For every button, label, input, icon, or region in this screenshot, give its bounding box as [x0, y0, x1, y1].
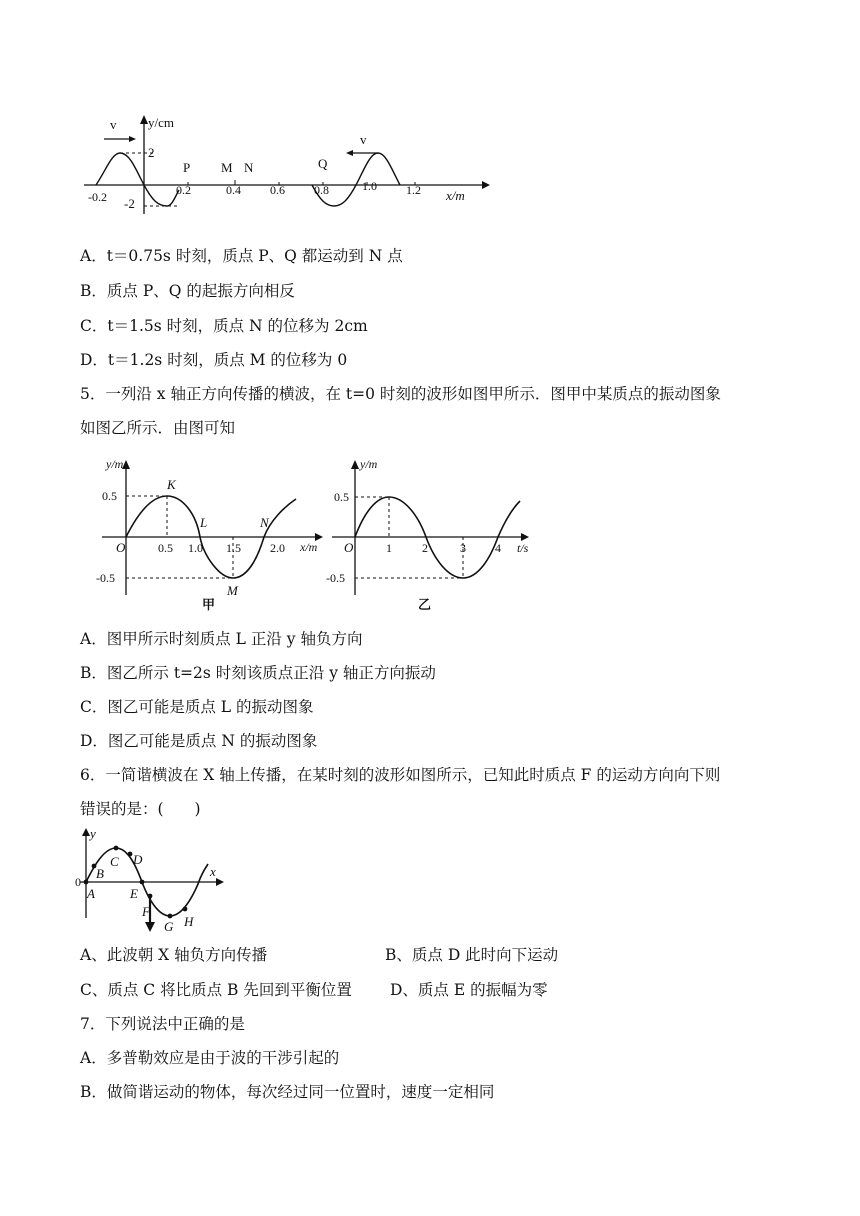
point-label-k: K: [167, 477, 176, 492]
point-label-g: G: [164, 919, 174, 934]
q6-option-d: D、质点 E 的振幅为零: [390, 981, 548, 999]
tick-label: 2.0: [270, 541, 285, 555]
q4-option-d: D．t＝1.2s 时刻，质点 M 的位移为 0: [80, 351, 348, 369]
y-axis-arrow-icon: [82, 828, 90, 836]
q4-option-b: B．质点 P、Q 的起振方向相反: [80, 282, 295, 300]
q6-option-c: C、质点 C 将比质点 B 先回到平衡位置: [80, 981, 352, 999]
figure-caption-yi: 乙: [418, 597, 432, 612]
origin-label: 0: [75, 875, 81, 889]
point-label-h: H: [184, 914, 194, 929]
arrow-down-icon: [145, 922, 155, 932]
wave-figure-3: [72, 826, 232, 934]
x-axis-arrow-icon: [216, 878, 224, 886]
point-a-dot: [84, 880, 89, 885]
point-label-p: P: [183, 160, 191, 175]
tick-label: 3: [460, 541, 466, 555]
point-label-n: N: [244, 160, 254, 175]
tick-label: 0.5: [158, 541, 173, 555]
point-label-m: M: [221, 160, 233, 175]
tick-label: -0.2: [88, 190, 107, 204]
x-axis-arrow-icon: [482, 181, 490, 189]
point-label-q: Q: [318, 156, 328, 171]
q5-option-b: B．图乙所示 t=2s 时刻该质点正沿 y 轴正方向振动: [80, 664, 436, 682]
point-label-e: E: [130, 886, 138, 901]
tick-label: 0.2: [176, 183, 191, 197]
q7-stem: 7．下列说法中正确的是: [80, 1015, 245, 1033]
tick-label: 4: [495, 541, 501, 555]
tick-label: 1.5: [226, 541, 241, 555]
q7-option-b: B．做简谐运动的物体，每次经过同一位置时，速度一定相同: [80, 1083, 495, 1101]
y-axis-arrow-icon: [140, 115, 148, 124]
tick-label: 2: [422, 541, 428, 555]
point-label-c: C: [110, 854, 119, 869]
x-axis-label: t/s: [517, 541, 529, 555]
tick-label: 1: [386, 541, 392, 555]
wave-figure-jia: [92, 455, 328, 613]
q6-option-a: A、此波朝 X 轴负方向传播: [80, 946, 268, 964]
point-h-dot: [183, 907, 188, 912]
q5-option-d: D．图乙可能是质点 N 的振动图象: [80, 732, 318, 750]
point-label-a: A: [87, 886, 95, 901]
tick-label: 0.8: [314, 183, 329, 197]
arrow-left-icon: [346, 150, 353, 156]
y-axis-label: y/m: [360, 457, 378, 471]
amp-bottom-label: -2: [124, 196, 135, 211]
x-axis-label: x/m: [300, 540, 318, 554]
x-axis-label: x: [210, 864, 216, 879]
point-g-dot: [168, 914, 173, 919]
amp-bottom-label: -0.5: [96, 571, 115, 585]
point-label-b: B: [96, 866, 104, 881]
tick-label: 1.2: [406, 183, 421, 197]
q7-option-a: A．多普勒效应是由于波的干涉引起的: [80, 1049, 340, 1067]
tick-label: 0.6: [270, 183, 285, 197]
point-label-f: F: [142, 904, 150, 919]
point-c-dot: [114, 846, 119, 851]
tick-label: 1.0: [362, 179, 377, 193]
left-wave-curve: [96, 153, 179, 206]
wave-figure-1: [82, 112, 492, 220]
velocity-label-left: v: [110, 117, 117, 132]
figure-caption-jia: 甲: [202, 597, 216, 612]
q5-option-a: A．图甲所示时刻质点 L 正沿 y 轴负方向: [80, 630, 363, 648]
q6-stem-line2: 错误的是：( ): [80, 800, 201, 818]
q5-option-c: C．图乙可能是质点 L 的振动图象: [80, 698, 314, 716]
origin-label: O: [344, 540, 354, 555]
vibration-figure-yi: [322, 455, 544, 613]
y-axis-label: y/cm: [148, 115, 174, 130]
q4-option-c: C．t＝1.5s 时刻，质点 N 的位移为 2cm: [80, 317, 368, 335]
tick-label: 0.4: [226, 183, 241, 197]
q4-option-a: A．t＝0.75s 时刻，质点 P、Q 都运动到 N 点: [80, 247, 403, 265]
y-axis-arrow-icon: [351, 460, 359, 469]
point-e-dot: [140, 880, 145, 885]
y-axis-label: y/m: [106, 457, 124, 471]
x-axis-arrow-icon: [521, 533, 529, 541]
amp-top-label: 0.5: [334, 490, 349, 504]
q6-option-b: B、质点 D 此时向下运动: [385, 946, 559, 964]
point-label-n: N: [260, 515, 269, 530]
point-label-m: M: [227, 583, 238, 598]
amp-top-label: 2: [148, 145, 155, 160]
origin-label: O: [116, 540, 126, 555]
arrow-right-icon: [129, 136, 136, 142]
q5-stem-line2: 如图乙所示．由图可知: [80, 419, 236, 437]
y-axis-label: y: [90, 826, 96, 841]
amp-top-label: 0.5: [102, 489, 117, 503]
point-label-d: D: [133, 852, 143, 867]
velocity-label-right: v: [360, 132, 367, 147]
amp-bottom-label: -0.5: [326, 571, 345, 585]
point-d-dot: [128, 852, 133, 857]
tick-label: 1.0: [188, 541, 203, 555]
point-label-l: L: [200, 515, 208, 530]
q6-stem-line1: 6．一简谐横波在 X 轴上传播，在某时刻的波形如图所示，已知此时质点 F 的运动方向向下则: [80, 766, 721, 784]
x-axis-label: x/m: [446, 188, 465, 203]
q5-stem-line1: 5．一列沿 x 轴正方向传播的横波，在 t=0 时刻的波形如图甲所示．图甲中某质点的振动图象: [80, 385, 721, 403]
